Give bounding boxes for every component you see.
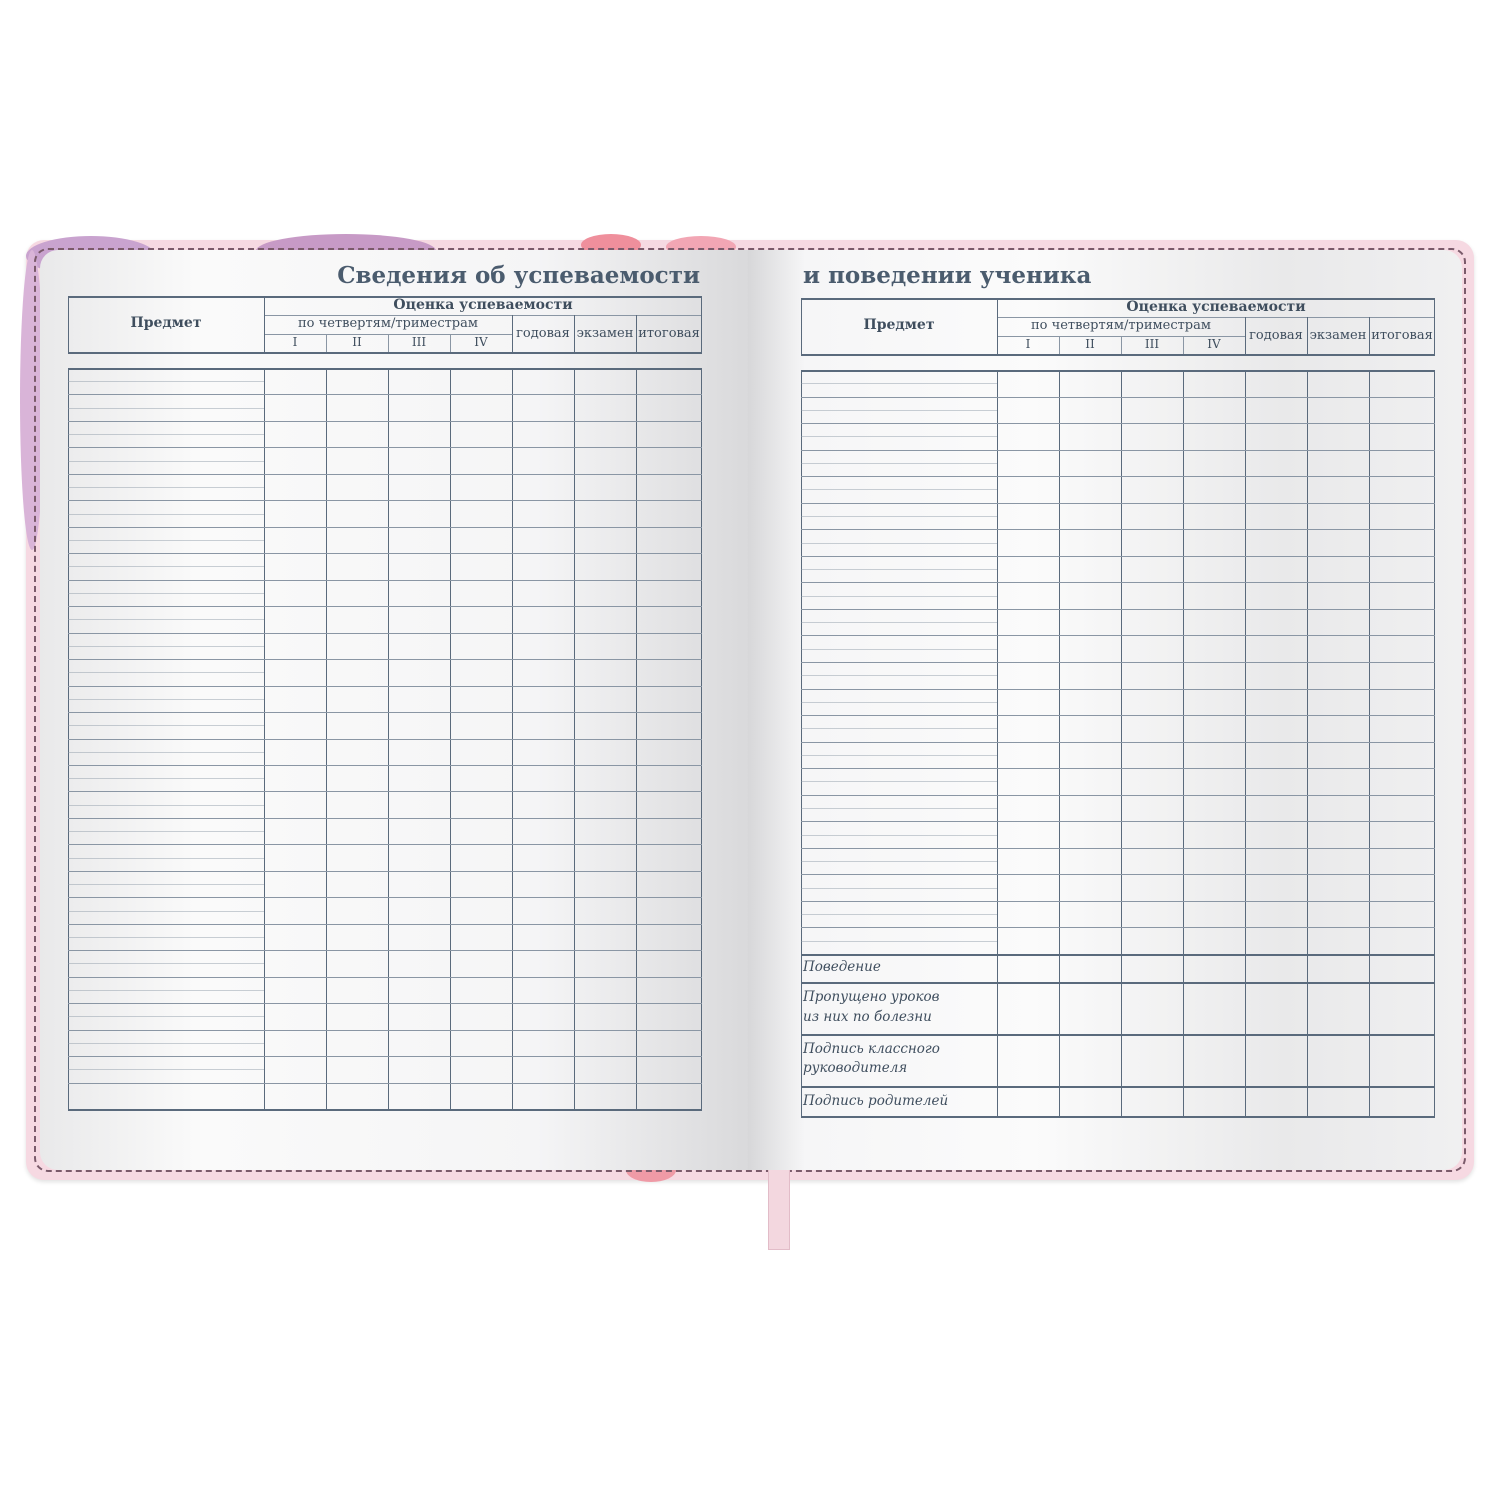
sub-rule (68, 699, 264, 700)
column-divider (1121, 370, 1122, 1116)
sub-rule (68, 778, 264, 779)
sub-rule (68, 990, 264, 991)
sub-rule (801, 436, 997, 437)
sub-rule (68, 408, 264, 409)
table-row (68, 606, 702, 607)
subject-header: Предмет (130, 315, 202, 331)
sub-rule (68, 725, 264, 726)
grades-table-left (68, 296, 702, 1110)
sub-rule (68, 434, 264, 435)
sub-rule (68, 646, 264, 647)
period-header: I (292, 335, 298, 349)
table-row (68, 739, 702, 740)
table-row (801, 689, 1435, 690)
sub-rule (801, 861, 997, 862)
sub-rule (68, 937, 264, 938)
periods-header: по четвертям/триместрам (298, 316, 478, 331)
sub-rule (68, 487, 264, 488)
table-row (801, 662, 1435, 663)
column-divider (997, 370, 998, 1116)
right-page (748, 250, 1462, 1170)
table-row (68, 1056, 702, 1057)
footer-rule (801, 954, 1435, 956)
table-row (68, 474, 702, 475)
table-row (801, 609, 1435, 610)
periods-header: по четвертям/триместрам (1031, 318, 1211, 333)
sub-rule (68, 963, 264, 964)
table-row (68, 553, 702, 554)
table-row (68, 897, 702, 898)
sub-rule (801, 702, 997, 703)
period-header: III (1144, 337, 1160, 351)
teacher-signature-label: руководителя (803, 1060, 908, 1076)
table-row (68, 818, 702, 819)
table-row (801, 901, 1435, 902)
period-header: II (352, 335, 362, 349)
left-page (40, 250, 750, 1170)
table-row (801, 635, 1435, 636)
sub-rule (801, 569, 997, 570)
column-divider (1434, 370, 1435, 1116)
sub-rule (68, 593, 264, 594)
sub-rule (801, 888, 997, 889)
table-row (801, 795, 1435, 796)
column-divider (1245, 370, 1246, 1116)
footer-rule (801, 1086, 1435, 1088)
table-row (68, 950, 702, 951)
table-row (801, 821, 1435, 822)
sub-rule (801, 755, 997, 756)
subject-header: Предмет (863, 317, 935, 333)
table-row (68, 447, 702, 448)
table-row (68, 791, 702, 792)
footer-rule (801, 982, 1435, 984)
sub-rule (68, 619, 264, 620)
table-border (68, 352, 702, 354)
table-row (68, 765, 702, 766)
sub-rule (801, 914, 997, 915)
sub-rule (68, 884, 264, 885)
behavior-label: Поведение (803, 959, 881, 975)
sub-rule (801, 622, 997, 623)
sub-rule (68, 858, 264, 859)
table-row (801, 874, 1435, 875)
annual-header: годовая (516, 326, 570, 341)
grade-group-header: Оценка успеваемости (1126, 299, 1306, 315)
table-row (801, 848, 1435, 849)
grade-group-header: Оценка успеваемости (393, 297, 573, 313)
exam-header: экзамен (1309, 328, 1367, 343)
sub-rule (801, 516, 997, 517)
table-row (801, 397, 1435, 398)
parents-signature-label: Подпись родителей (803, 1093, 949, 1109)
column-divider (1183, 370, 1184, 1116)
table-row (68, 977, 702, 978)
table-border (68, 368, 702, 370)
table-row (801, 423, 1435, 424)
sub-rule (801, 808, 997, 809)
grades-table-right (801, 298, 1435, 1116)
period-header: II (1085, 337, 1095, 351)
period-header: IV (474, 335, 488, 349)
table-row (68, 394, 702, 395)
annual-header: годовая (1249, 328, 1303, 343)
table-border (801, 1116, 1435, 1118)
exam-header: экзамен (576, 326, 634, 341)
table-row (801, 476, 1435, 477)
table-row (68, 633, 702, 634)
table-row (68, 844, 702, 845)
table-border (801, 354, 1435, 356)
sub-rule (801, 410, 997, 411)
sub-rule (68, 1069, 264, 1070)
sub-rule (801, 489, 997, 490)
table-row (801, 927, 1435, 928)
sub-rule (801, 675, 997, 676)
table-row (68, 1003, 702, 1004)
table-row (68, 871, 702, 872)
sub-rule (68, 831, 264, 832)
sub-rule (801, 383, 997, 384)
table-row (801, 556, 1435, 557)
sub-rule (68, 514, 264, 515)
missed-lessons-label: из них по болезни (803, 1009, 932, 1025)
sub-rule (801, 835, 997, 836)
table-row (801, 582, 1435, 583)
sub-rule (68, 540, 264, 541)
table-row (68, 421, 702, 422)
table-row (801, 768, 1435, 769)
sub-rule (801, 463, 997, 464)
sub-rule (68, 805, 264, 806)
sub-rule (68, 752, 264, 753)
table-row (68, 659, 702, 660)
table-row (68, 500, 702, 501)
sub-rule (68, 1043, 264, 1044)
sub-rule (68, 672, 264, 673)
column-divider (1369, 370, 1370, 1116)
table-row (68, 527, 702, 528)
table-row (68, 686, 702, 687)
sub-rule (801, 543, 997, 544)
table-border (801, 370, 1435, 372)
table-row (801, 715, 1435, 716)
sub-rule (801, 596, 997, 597)
sub-rule (801, 649, 997, 650)
page-title: Сведения об успеваемости (337, 262, 700, 289)
column-divider (1059, 370, 1060, 1116)
sub-rule (801, 728, 997, 729)
footer-rule (801, 1034, 1435, 1036)
column-divider (1307, 370, 1308, 1116)
final-header: итоговая (638, 326, 700, 341)
missed-lessons-label: Пропущено уроков (803, 989, 940, 1005)
final-header: итоговая (1371, 328, 1433, 343)
table-row (801, 742, 1435, 743)
sub-rule (68, 911, 264, 912)
table-row (68, 580, 702, 581)
period-header: IV (1207, 337, 1221, 351)
table-row (801, 503, 1435, 504)
table-row (68, 1083, 702, 1084)
sub-rule (68, 1016, 264, 1017)
table-row (801, 529, 1435, 530)
sub-rule (68, 566, 264, 567)
page-title: и поведении ученика (803, 262, 1092, 289)
table-border (68, 1109, 702, 1111)
period-header: III (411, 335, 427, 349)
table-row (68, 1030, 702, 1031)
sub-rule (68, 461, 264, 462)
sub-rule (801, 781, 997, 782)
table-row (68, 712, 702, 713)
ribbon-bookmark[interactable] (768, 1160, 790, 1250)
sub-rule (68, 381, 264, 382)
column-divider (801, 370, 802, 1116)
period-header: I (1025, 337, 1031, 351)
table-row (68, 924, 702, 925)
teacher-signature-label: Подпись классного (803, 1041, 940, 1057)
table-row (801, 450, 1435, 451)
sub-rule (801, 941, 997, 942)
